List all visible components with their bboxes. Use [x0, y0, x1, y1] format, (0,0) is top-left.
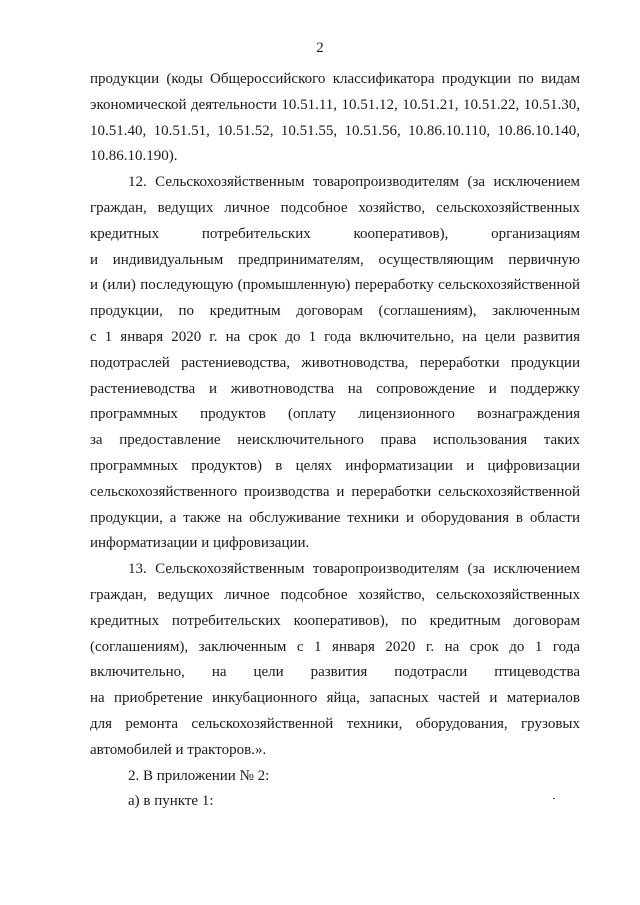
paragraph-first-line: а) в пункте 1:	[128, 793, 214, 810]
text-line: продукции (коды Общероссийского классификатора продукции по видам	[90, 71, 580, 87]
scan-speck	[553, 798, 555, 799]
text-line: включительно, на цели развития подотрасли птицеводства	[90, 664, 580, 681]
text-line: информатизации и цифровизации.	[90, 535, 310, 552]
text-line: и индивидуальным предпринимателям, осуществляющим первичную	[90, 251, 580, 268]
text-line: сельскохозяйственного производства и переработки сельскохозяйственной	[90, 483, 580, 500]
document-body	[90, 67, 580, 815]
text-line: за предоставление неисключительного права использования таких	[90, 432, 580, 449]
text-line: на приобретение инкубационного яйца, запасных частей и материалов	[90, 690, 580, 707]
paragraph-first-line: 2. В приложении № 2:	[128, 767, 270, 784]
text-line: программных продуктов (оплату лицензионного вознаграждения	[90, 406, 580, 423]
text-line: программных продуктов) в целях информатизации и цифровизации	[90, 457, 580, 474]
text-line: кредитных потребительских кооперативов), организациям	[90, 225, 580, 242]
text-line: граждан, ведущих личное подсобное хозяйство, сельскохозяйственных	[90, 199, 580, 216]
text-line: растениеводства и животноводства на сопровождение и поддержку	[90, 380, 580, 397]
text-line: продукции, по кредитным договорам (соглашениям), заключенным	[90, 303, 580, 320]
text-line: автомобилей и тракторов.».	[90, 741, 267, 758]
page-number: 2	[316, 40, 324, 56]
text-line: с 1 января 2020 г. на срок до 1 года включительно, на цели развития	[90, 328, 580, 345]
text-line: для ремонта сельскохозяйственной техники, оборудования, грузовых	[90, 715, 580, 732]
text-line: 10.51.40, 10.51.51, 10.51.52, 10.51.55, 10.51.56, 10.86.10.110, 10.86.10.140,	[90, 122, 580, 139]
text-line: продукции, а также на обслуживание техники и оборудования в области	[90, 509, 580, 526]
text-line: кредитных потребительских кооперативов), по кредитным договорам	[90, 612, 580, 629]
text-line: (соглашениям), заключенным с 1 января 2020 г. на срок до 1 года	[90, 638, 580, 655]
text-line: 10.86.10.190).	[90, 148, 178, 165]
text-line: экономической деятельности 10.51.11, 10.51.12, 10.51.21, 10.51.22, 10.51.30,	[90, 96, 580, 113]
paragraph-first-line: 12. Сельскохозяйственным товаропроизводителям (за исключением	[128, 174, 580, 191]
text-line: и (или) последующую (промышленную) переработку сельскохозяйственной	[90, 277, 580, 294]
text-line: подотраслей растениеводства, животноводства, переработки продукции	[90, 354, 580, 371]
text-line: граждан, ведущих личное подсобное хозяйство, сельскохозяйственных	[90, 586, 580, 603]
paragraph-first-line: 13. Сельскохозяйственным товаропроизводителям (за исключением	[128, 561, 580, 578]
